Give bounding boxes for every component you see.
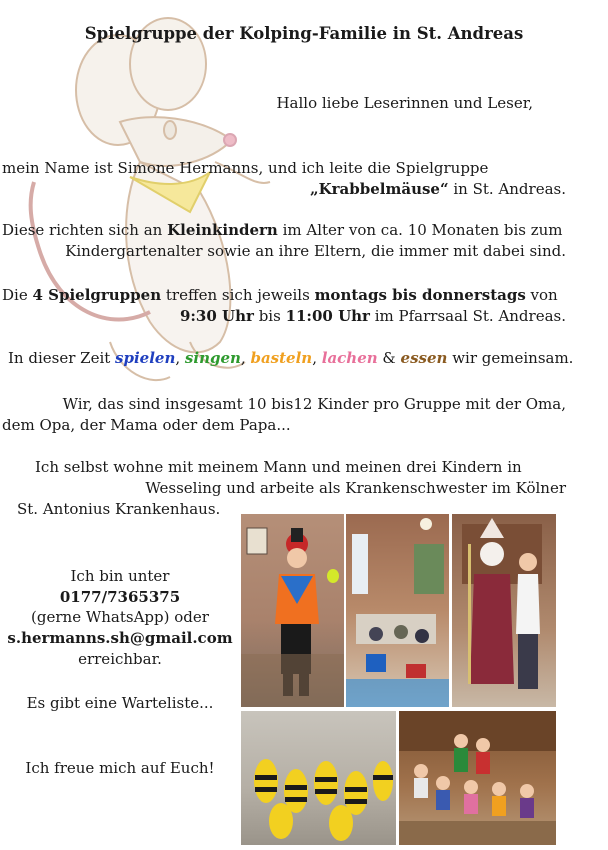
activity-spielen: spielen (115, 349, 176, 367)
group-count: 4 Spielgruppen (32, 286, 162, 304)
end-time: 11:00 Uhr (285, 307, 370, 325)
amp: & (377, 349, 401, 367)
contact-email: s.hermanns.sh@gmail.com (7, 629, 233, 647)
photo-clown-icon (241, 514, 344, 707)
activity-lachen: lachen (321, 349, 378, 367)
schedule-bis: bis (253, 307, 286, 325)
activities-pre: In dieser Zeit (8, 349, 116, 367)
activity-basteln: basteln (250, 349, 313, 367)
about-line-3: St. Antonius Krankenhaus. (17, 500, 221, 518)
greeting: Hallo liebe Leserinnen und Leser, (276, 94, 533, 112)
schedule-line-1 (2, 284, 558, 306)
group-size-line-1: Wir, das sind insgesamt 10 bis12 Kinder pro Gruppe mit der Oma, (62, 395, 566, 413)
activity-singen: singen (184, 349, 241, 367)
page-title: Spielgruppe der Kolping-Familie in St. Andreas (84, 24, 524, 43)
target-line-2: Kindergartenalter sowie an ihre Eltern, die immer mit dabei sind. (65, 242, 566, 260)
schedule-line-2 (180, 305, 566, 327)
contact-phone: 0177/7365375 (59, 588, 181, 606)
contact-whatsapp: (gerne WhatsApp) oder (31, 608, 209, 626)
photo-children-group-icon (399, 711, 556, 845)
contact-outro: erreichbar. (78, 650, 162, 668)
closing-line: Ich freue mich auf Euch! (25, 759, 215, 777)
contact-intro: Ich bin unter (70, 567, 170, 585)
schedule-pre: Die (2, 286, 33, 304)
about-line-2: Wesseling und arbeite als Krankenschwester im Kölner (145, 479, 566, 497)
schedule-end: im Pfarrsaal St. Andreas. (369, 307, 566, 325)
schedule-mid: treffen sich jeweils (161, 286, 315, 304)
target-line-1 (2, 219, 563, 241)
mouse-illustration-icon (0, 12, 290, 392)
target-pre: Diese richten sich an (2, 221, 168, 239)
target-bold: Kleinkindern (167, 221, 278, 239)
sep-2: , (240, 349, 251, 367)
about-line-1: Ich selbst wohne mit meinem Mann und meinen drei Kindern in (35, 458, 522, 476)
activities-line (8, 347, 573, 369)
activity-essen: essen (400, 349, 448, 367)
intro-line-2-rest: in St. Andreas. (448, 180, 566, 198)
intro-line-2 (310, 178, 566, 200)
schedule-post: von (525, 286, 558, 304)
activities-post: wir gemeinsam. (447, 349, 574, 367)
sep-1: , (175, 349, 185, 367)
waitlist-note: Es gibt eine Warteliste... (26, 694, 214, 712)
photo-hall-icon (346, 514, 449, 707)
group-size-line-2: dem Opa, der Mama oder dem Papa... (2, 416, 291, 434)
photo-bee-crafts-icon (241, 711, 396, 845)
weekdays: montags bis donnerstags (314, 286, 526, 304)
photo-saint-nicholas-icon (452, 514, 556, 707)
target-post: im Alter von ca. 10 Monaten bis zum (277, 221, 563, 239)
group-name: „Krabbelmäuse“ (309, 180, 449, 198)
intro-line-1: mein Name ist Simone Hermanns, und ich leite die Spielgruppe (2, 159, 489, 177)
start-time: 9:30 Uhr (179, 307, 254, 325)
sep-3: , (312, 349, 322, 367)
